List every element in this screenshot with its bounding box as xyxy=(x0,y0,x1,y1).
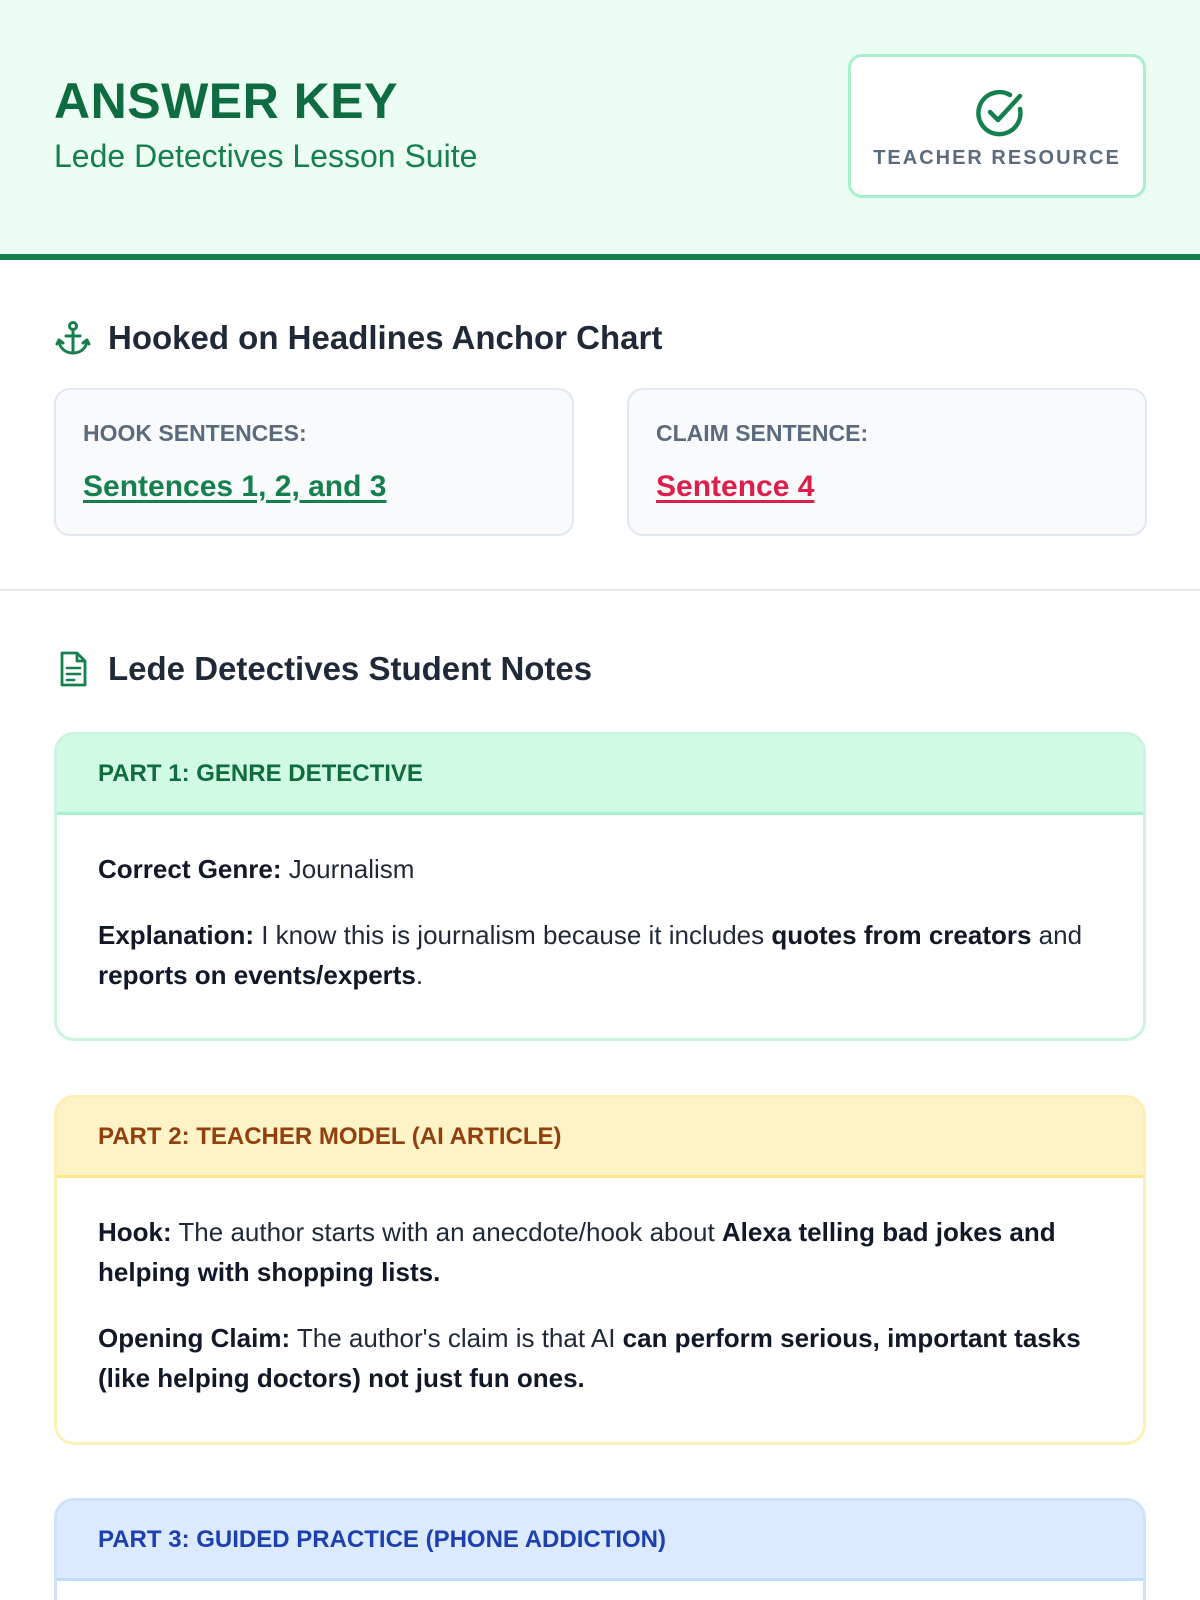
hook-sentences-card xyxy=(54,388,574,536)
explanation-text: . xyxy=(415,960,424,990)
anchor-icon xyxy=(54,319,92,357)
student-notes-heading xyxy=(54,647,592,691)
badge-label: TEACHER RESOURCE xyxy=(873,147,1121,169)
hook-text: The author starts with an anecdote/hook about xyxy=(171,1217,722,1247)
hook-label: Hook: xyxy=(98,1217,172,1247)
explanation-text: and xyxy=(1031,920,1083,950)
page-subtitle: Lede Detectives Lesson Suite xyxy=(54,138,478,174)
explanation-text: I know this is journalism because it includes xyxy=(254,920,772,950)
claim-sentence-value: Sentence 4 xyxy=(656,470,815,503)
part-1-body xyxy=(57,815,1143,995)
genre-explanation xyxy=(98,915,1102,995)
part-3-heading: PART 3: GUIDED PRACTICE (PHONE ADDICTION) xyxy=(57,1501,1143,1581)
page-header xyxy=(0,0,1200,260)
student-notes-title: Lede Detectives Student Notes xyxy=(108,650,593,687)
genre-label: Correct Genre: xyxy=(98,854,282,884)
part-1-card xyxy=(54,732,1146,1041)
teacher-resource-badge xyxy=(848,54,1146,198)
anchor-chart-heading xyxy=(54,316,662,360)
hook-emphasis: Alexa telling bad jokes and helping with shopping lists. xyxy=(98,1217,1056,1287)
check-circle-icon xyxy=(974,87,1026,139)
section-divider xyxy=(0,589,1200,591)
genre-value: Journalism xyxy=(281,854,415,884)
explanation-emphasis: quotes from creators xyxy=(771,920,1032,950)
part-2-card xyxy=(54,1095,1146,1445)
hook-sentences-label: HOOK SENTENCES: xyxy=(83,420,307,446)
part-2-body xyxy=(57,1178,1143,1398)
part-3-card xyxy=(54,1498,1146,1600)
anchor-chart-title: Hooked on Headlines Anchor Chart xyxy=(108,319,663,356)
page-title: ANSWER KEY xyxy=(54,73,398,129)
claim-sentence-label: CLAIM SENTENCE: xyxy=(656,420,869,446)
part-1-heading: PART 1: GENRE DETECTIVE xyxy=(57,735,1143,815)
claim-emphasis: can perform serious, important tasks (like helping doctors) not just fun ones. xyxy=(98,1323,1081,1393)
claim-sentence-card xyxy=(627,388,1147,536)
hook-answer xyxy=(98,1212,1102,1292)
part-2-heading: PART 2: TEACHER MODEL (AI ARTICLE) xyxy=(57,1098,1143,1178)
claim-text: The author's claim is that AI xyxy=(290,1323,623,1353)
document-icon xyxy=(54,650,92,688)
hook-sentences-value: Sentences 1, 2, and 3 xyxy=(83,470,387,503)
claim-answer xyxy=(98,1318,1102,1398)
explanation-emphasis: reports on events/experts xyxy=(98,960,416,990)
claim-label: Opening Claim: xyxy=(98,1323,291,1353)
explanation-label: Explanation: xyxy=(98,920,255,950)
genre-answer xyxy=(98,849,1102,889)
